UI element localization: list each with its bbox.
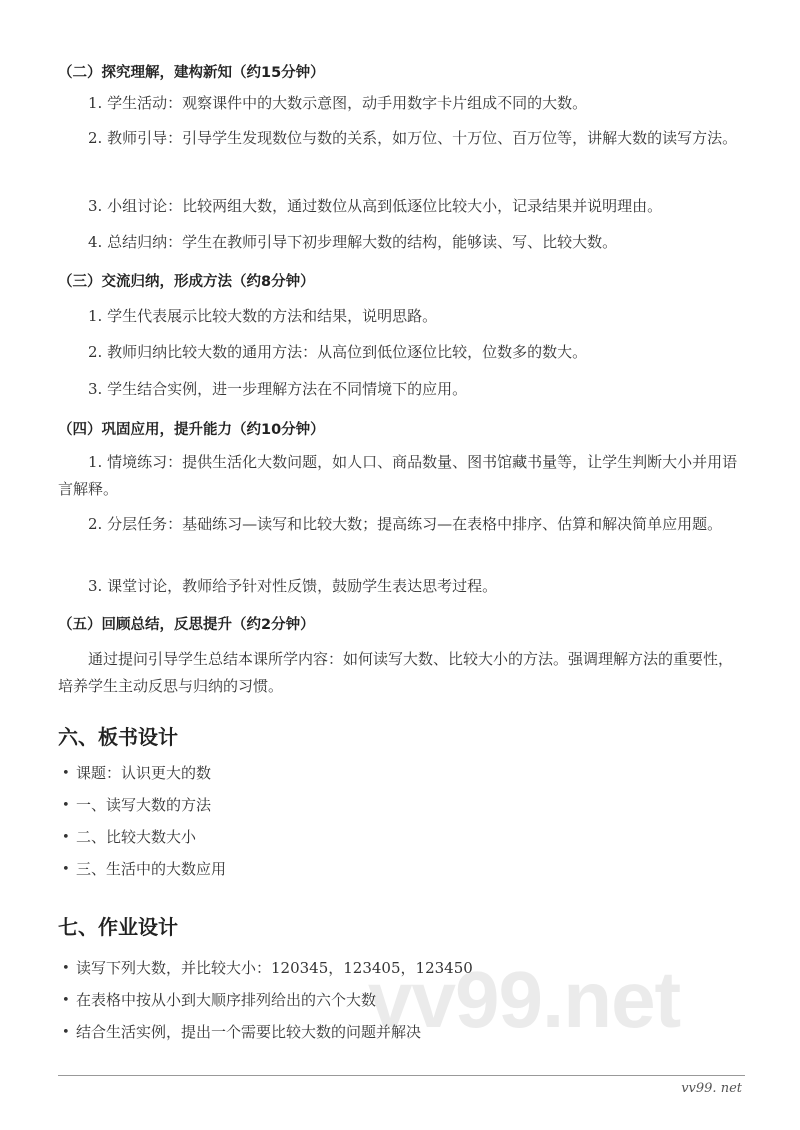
list-item: • 结合生活实例，提出一个需要比较大数的问题并解决 bbox=[76, 1019, 746, 1046]
paragraph: 3. 学生结合实例，进一步理解方法在不同情境下的应用。 bbox=[88, 380, 468, 398]
footer-divider bbox=[58, 1075, 745, 1076]
section-heading: （三）交流归纳，形成方法（约8分钟） bbox=[58, 274, 315, 290]
list-item: • 在表格中按从小到大顺序排列给出的六个大数 bbox=[76, 987, 746, 1014]
section-heading: （二）探究理解，建构新知（约15分钟） bbox=[58, 65, 325, 81]
list-item: • 一、读写大数的方法 bbox=[76, 792, 746, 819]
paragraph: 1. 情境练习：提供生活化大数问题，如人口、商品数量、图书馆藏书量等，让学生判断大小并用语言解释。 bbox=[58, 453, 738, 498]
watermark: vv99.net bbox=[368, 955, 681, 1044]
paragraph: 1. 学生代表展示比较大数的方法和结果，说明思路。 bbox=[88, 307, 438, 325]
homework-title: 七、作业设计 bbox=[58, 915, 178, 939]
paragraph: 通过提问引导学生总结本课所学内容：如何读写大数、比较大小的方法。强调理解方法的重要性，培养学生主动反思与归纳的习惯。 bbox=[58, 650, 734, 695]
paragraph: 3. 课堂讨论，教师给予针对性反馈，鼓励学生表达思考过程。 bbox=[88, 577, 498, 595]
paragraph: 1. 学生活动：观察课件中的大数示意图，动手用数字卡片组成不同的大数。 bbox=[88, 94, 588, 112]
list-item: • 课题：认识更大的数 bbox=[76, 760, 746, 787]
section-heading: （四）巩固应用，提升能力（约10分钟） bbox=[58, 422, 325, 438]
paragraph: 2. 教师归纳比较大数的通用方法：从高位到低位逐位比较，位数多的数大。 bbox=[88, 343, 588, 361]
paragraph: 3. 小组讨论：比较两组大数，通过数位从高到低逐位比较大小，记录结果并说明理由。 bbox=[88, 197, 663, 215]
paragraph: 2. 教师引导：引导学生发现数位与数的关系，如万位、十万位、百万位等，讲解大数的读写方法。 bbox=[88, 129, 738, 147]
list-item: • 三、生活中的大数应用 bbox=[76, 856, 746, 883]
paragraph: 2. 分层任务：基础练习—读写和比较大数；提高练习—在表格中排序、估算和解决简单应用题。 bbox=[88, 515, 723, 533]
footer-site: vv99. net bbox=[681, 1081, 742, 1096]
list-item: • 读写下列大数，并比较大小：120345，123405，123450 bbox=[76, 955, 746, 982]
board-design-title: 六、板书设计 bbox=[58, 725, 178, 749]
list-item: • 二、比较大数大小 bbox=[76, 824, 746, 851]
section-heading: （五）回顾总结，反思提升（约2分钟） bbox=[58, 617, 315, 633]
paragraph: 4. 总结归纳：学生在教师引导下初步理解大数的结构，能够读、写、比较大数。 bbox=[88, 233, 618, 251]
